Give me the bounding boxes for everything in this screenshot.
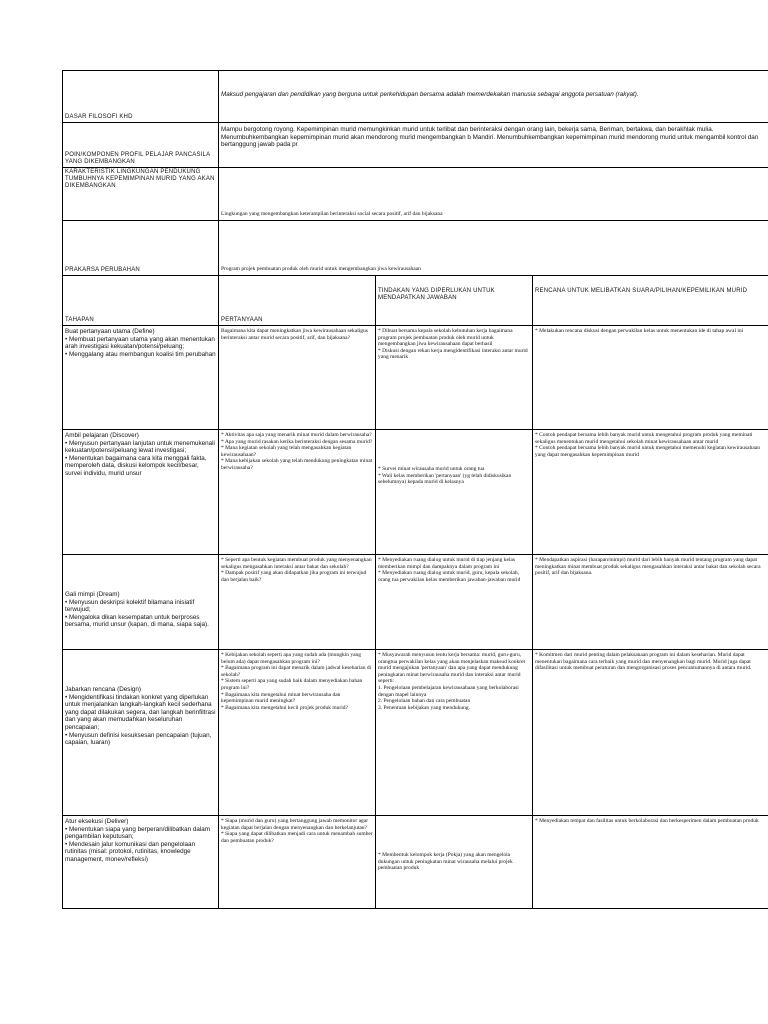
sel-tahapan [63,650,219,816]
sel-tindakan: * Musyawarah menyusun tentu kerja bersama: murid, guru-guru, orangtua perwakilan kelas yang akan menjelaskan maksud konkret murid mengajukan 'pertanyaan' dan apa yang dapat mendukung peningkatan minat berwirausaha murid dan interaksi antar murid seperti: 1. Pengelolaan pembelajaran kewirausahaan yang berkolaborasi dengan mapel lainnya 2. Pengelolaan bahan dan cara pembuatan 3. Penentuan kebijakan yang mendukung. [376,650,533,816]
sel-tahapan [63,430,219,555]
rincian-tahap: • Menentukan siapa yang berperan/dilibatkan dalam pengambilan keputusan; • Mendesain jalur komunikasi dan pengelolaan rutinitas (misal: protokol, rutinitas, knowledge management, monev/refleksi) [65,825,211,863]
sel-pertanyaan: * Kebijakan sekolah seperti apa yang sudah ada (mungkin yang belum ada) dapat mengasahkan program ini? * Bagaimana program ini dapat menarik dalam jadwal keseharian di sekolah? * Sistem seperti apa yang sudah baik dalam menyediakan bahan program ini? * Bagaimana kita mengetahui minat berwirausaha dan kepemimpinan murid meningkat? * Bagaimana kita mengetahui kecil projek produk murid? [219,650,376,816]
baris-karakteristik [63,168,768,221]
isi-profil-pelajar: Mampu bergotong royong. Kepemimpinan murid memungkinkan murid untuk terlibat dan berinteraksi dengan orang lain, bekerja sama, Beriman, bertakwa, dan berakhlak mulia. Menumbuhkembangkan kepemimpinan murid akan mendorong murid mengembangkan b Mandiri. Menumbuhkembangkan kepemimpinan murid mendorong murid untuk mengambil kontrol dan bertanggung jawab pada pr [219,123,768,168]
judul-tahap: Jabarkan rencana (Design) [65,686,141,693]
baris-header-tabel [63,276,768,326]
sel-rencana: * Mendapatkan aspirasi (harapan/mimpi) murid dari lebih banyak murid tentang program yang dapat meningkatkan minat membuat produk sekaligus mengasahkan interaksi antar bakat dan sekolah secara positif, arif dan bijaksana. [533,555,768,650]
spasi [65,557,216,591]
label-profil-pelajar: POIN/KOMPONEN PROFIL PELAJAR PANCASILA YANG DIKEMBANGKAN [63,123,219,168]
sel-pertanyaan: * Aktivitas apa saja yang menarik minat murid dalam berwirausaha? * Apa yang murid rasakan ketika berinteraksi dengan sesama murid? * Mana kegiatan sekolah yang telah mengasahkan kegiatan kewirausahaan? * Mana kebijakan sekolah yang telah mendukung peningkatan minat berwirausaha? [219,430,376,555]
rincian-tahap: • Membuat pertanyaan utama yang akan menentukan arah investigasi kekuatan/potensi/peluang; • Menggalang atau membangun koalisi tim perubahan [65,335,216,358]
spasi [65,652,216,686]
isi-dasar-filosofi: Maksud pengajaran dan pendidikan yang berguna untuk perkehidupan bersama adalah memerdekakan manusia sebagai anggota persatuan (rakyat). [219,71,768,123]
tabel-prakarsa-perubahan [62,70,768,909]
judul-tahap: Gali mimpi (Dream) [65,591,120,598]
sel-tahapan [63,326,219,430]
header-rencana: RENCANA UNTUK MELIBATKAN SUARA/PILIHAN/KEPEMILIKAN MURID [533,276,768,326]
sel-tindakan: * Dibuat bersama kepala sekolah kebutuhan kerja bagaimana program projek pembuatan produk oleh murid untuk mengembangkan jiwa kewirausahaan dapat berhasil * Diskusi dengan rekan kerja mengidentifikasi interaksi antar murid yang menarik [376,326,533,430]
rincian-tahap: • Menyusun pertanyaan lanjutan untuk menemukenali kekuatan/potensi/peluang lewat investigasi; • Menentukan bagaimana cara kita menggali fakta, memperoleh data, diskusi kelompok kecil/besar, survei individu, murid unsur [65,439,215,477]
teks-tindakan: * Survei minat wirausaha murid untuk orang tua * Wali kelas memberikan 'pertanyaan' (yg telah didiskusikan sebelumnya) kepada murid di kelasnya [378,466,512,486]
sel-tindakan: * Menyediakan ruang dialog untuk murid di tiap jenjang kelas memberikan mimpi dan dampaknya dalam program ini * Menyediakan ruang dialog untuk murid, guru, kepala sekolah, orang tua perwakilan kelas memberikan jawaban-jawaban murid [376,555,533,650]
isi-karakteristik: Lingkungan yang mengembangkan keterampilan berinteraksi social secara positif, arif dan bijaksana [219,168,768,221]
baris-prakarsa [63,221,768,276]
label-karakteristik: KARAKTERISTIK LINGKUNGAN PENDUKUNG TUMBUHNYA KEPEMIMPINAN MURID YANG AKAN DIKEMBANGKAN [63,168,219,221]
label-prakarsa: PRAKARSA PERUBAHAN [63,221,219,276]
sel-tindakan [376,430,533,555]
header-tindakan: TINDAKAN YANG DIPERLUKAN UNTUK MENDAPATKAN JAWABAN [376,276,533,326]
spasi [378,432,530,466]
baris-tahap-dream [63,555,768,650]
header-pertanyaan: PERTANYAAN [219,276,376,326]
spasi [378,818,530,852]
sel-rencana: * Contoh pendapat bersama lebih banyak murid untuk mengetahui program produk yang meminati sekaligus menentukan murid mengetahui sekolah minat kewirausahaan antar murid * Contoh pendapat bersama lebih banyak murid untuk mengetahui memenuhi kegiatan kewirausahaan yang dapat mengasahkan kepemimpinan murid [533,430,768,555]
sel-rencana: * Melakukan rencana diskusi dengan perwakilan kelas untuk menentukan ide di tahap awal ini [533,326,768,430]
teks-tindakan: * Membentuk kelompok kerja (Pokja) yang akan mengelola dukungan untuk peningkatan minat wirausaha melalui projek pembuatan produk [378,852,513,872]
header-tahapan: TAHAPAN [63,276,219,326]
lembar-kerja [62,70,768,909]
baris-dasar-filosofi [63,71,768,123]
sel-tindakan [376,816,533,909]
baris-tahap-define [63,326,768,430]
sel-rencana: * Komitmen dari murid penting dalam pelaksanaan program ini dalam keseharian. Murid dapat menentukan bagaimana cara terbaik yang murid dan menyenangkan bagi murid. Murid juga dapat difasilitasi untuk membuat peraturan dan mengorganisasi proses pencantumannya di antara murid. [533,650,768,816]
baris-profil-pelajar [63,123,768,168]
sel-pertanyaan: Bagaimana kita dapat meningkatkan jiwa kewirausahaan sekaligus berinteraksi antar murid secara positif, arif, dan bijaksana? [219,326,376,430]
isi-prakarsa: Program projek pembuatan produk oleh murid untuk mengembangkan jiwa kewirausahaan [219,221,768,276]
judul-tahap: Buat pertanyaan utama (Define) [65,328,155,335]
sel-pertanyaan: * Seperti apa bentuk kegiatan membuat produk yang menyenangkan sekaligus mengasahkan interaksi antar bakat dan sekolah? * Dampak positif yang akan didapatkan jika program ini terwujud dan berjalan baik? [219,555,376,650]
rincian-tahap: • Mengidentifikasi tindakan konkret yang diperlukan untuk menjalankan langkah-langkah kecil sederhana yang dapat dilakukan segera, dan langkah berinfiltrasi dan yang akan memudahkan keseluruhan pencapaian; • Menyusun definisi kesuksesan pencapaian (tujuan, capaian, luaran) [65,693,216,747]
label-dasar-filosofi: DASAR FILOSOFI KHD [63,71,219,123]
sel-pertanyaan: * Siapa (murid dan guru) yang bertanggung jawab memonitor agar kegiatan dapat berjalan dengan menyenangkan dan berkelanjutan? * Siapa yang dapat dilibatkan menjadi cara untuk menambah sumber dan pembuatan produk? [219,816,376,909]
baris-tahap-discover [63,430,768,555]
rincian-tahap: • Menyusun deskripsi kolektif bilamana inisiatif terwujud; • Mengaloka dikan kesempatan untuk berproses bersama, murid unsur (kapan, di mana, siapa saja). [65,598,209,629]
judul-tahap: Ambil pelajaran (Discover) [65,432,139,439]
baris-tahap-deliver [63,816,768,909]
sel-tahapan [63,816,219,909]
baris-tahap-design [63,650,768,816]
judul-tahap: Atur eksekusi (Deliver) [65,818,129,825]
sel-rencana: * Menyediakan tempat dan fasilitas untuk berkolaborasi dan berkesperimen dalam pembuatan produk [533,816,768,909]
sel-tahapan [63,555,219,650]
